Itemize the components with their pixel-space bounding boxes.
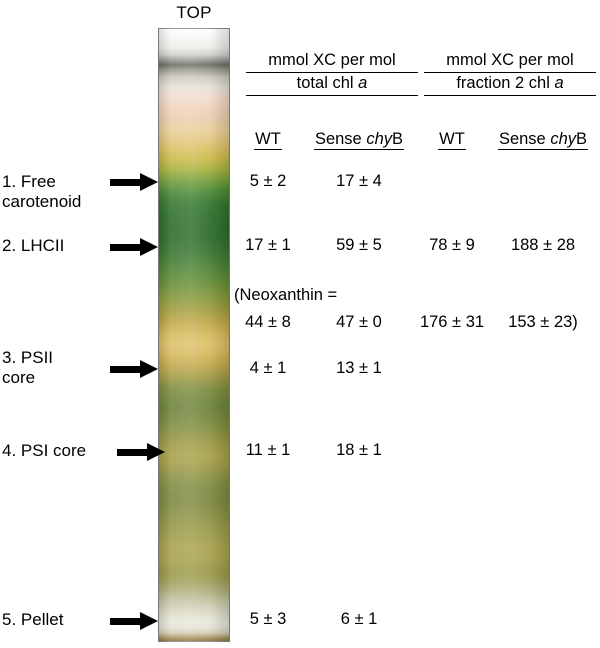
neoxanthin-note: (Neoxanthin = bbox=[234, 286, 338, 304]
gel-lane bbox=[158, 28, 230, 642]
band-label-lhcii-line1: 2. LHCII bbox=[2, 236, 65, 255]
value-psii-core-wt-total: 4 ± 1 bbox=[249, 359, 287, 377]
column-header-sense-fraction2-text: Sense chyB bbox=[498, 130, 588, 148]
band-arrow-lhcii bbox=[110, 238, 158, 256]
value-neoxanthin-wt-total: 44 ± 8 bbox=[245, 313, 291, 331]
band-label-psii-core-line1: 3. PSII bbox=[2, 348, 54, 367]
band-arrow-psii-core bbox=[110, 360, 158, 378]
band-label-free-carotenoid bbox=[2, 172, 114, 212]
band-label-pellet bbox=[2, 610, 114, 630]
value-neoxanthin-wt-fraction2: 176 ± 31 bbox=[419, 313, 485, 331]
value-lhcii-wt-fraction2: 78 ± 9 bbox=[429, 236, 475, 254]
value-psi-core-sense-total: 18 ± 1 bbox=[336, 441, 382, 459]
band-arrow-pellet bbox=[110, 612, 158, 630]
value-lhcii-sense-fraction2: 188 ± 28 bbox=[510, 236, 576, 254]
value-pellet-wt-total: 5 ± 3 bbox=[249, 610, 287, 628]
value-lhcii-sense-total: 59 ± 5 bbox=[336, 236, 382, 254]
band-label-free-carotenoid-line1: 1. Free bbox=[2, 172, 56, 191]
column-header-sense-total bbox=[300, 130, 418, 149]
band-arrow-psi-core bbox=[117, 443, 165, 461]
band-arrow-free-carotenoid bbox=[110, 173, 158, 191]
band-label-psi-core bbox=[2, 441, 114, 461]
column-header-sense-total-text: Sense chyB bbox=[314, 130, 404, 148]
top-label: TOP bbox=[176, 3, 212, 22]
band-label-psii-core bbox=[2, 348, 114, 388]
column-header-wt-fraction2 bbox=[424, 130, 480, 149]
value-psi-core-wt-total: 11 ± 1 bbox=[245, 441, 291, 459]
column-header-sense-fraction2 bbox=[484, 130, 600, 149]
header-group-fraction2-chl bbox=[424, 50, 596, 96]
header-group-fraction2-chl-line1: mmol XC per mol bbox=[424, 50, 596, 73]
header-group-total-chl bbox=[246, 50, 418, 96]
column-header-wt-total-text: WT bbox=[255, 130, 281, 148]
column-header-wt-total bbox=[240, 130, 296, 149]
band-label-pellet-line1: 5. Pellet bbox=[2, 610, 64, 629]
band-label-lhcii bbox=[2, 236, 114, 256]
band-label-free-carotenoid-line2: carotenoid bbox=[2, 192, 82, 211]
header-group-total-chl-line2: total chl a bbox=[246, 73, 418, 96]
value-lhcii-wt-total: 17 ± 1 bbox=[245, 236, 291, 254]
header-group-total-chl-line1: mmol XC per mol bbox=[246, 50, 418, 73]
band-label-psi-core-line1: 4. PSI core bbox=[2, 441, 87, 460]
value-psii-core-sense-total: 13 ± 1 bbox=[336, 359, 382, 377]
value-pellet-sense-total: 6 ± 1 bbox=[340, 610, 378, 628]
header-group-fraction2-chl-line2: fraction 2 chl a bbox=[424, 73, 596, 96]
value-free-carotenoid-sense-total: 17 ± 4 bbox=[336, 172, 382, 190]
gel-lane-gradient bbox=[158, 28, 230, 642]
band-label-psii-core-line2: core bbox=[2, 368, 36, 387]
value-neoxanthin-sense-fraction2: 153 ± 23) bbox=[508, 313, 578, 331]
column-header-wt-fraction2-text: WT bbox=[439, 130, 465, 148]
value-free-carotenoid-wt-total: 5 ± 2 bbox=[249, 172, 287, 190]
value-neoxanthin-sense-total: 47 ± 0 bbox=[336, 313, 382, 331]
